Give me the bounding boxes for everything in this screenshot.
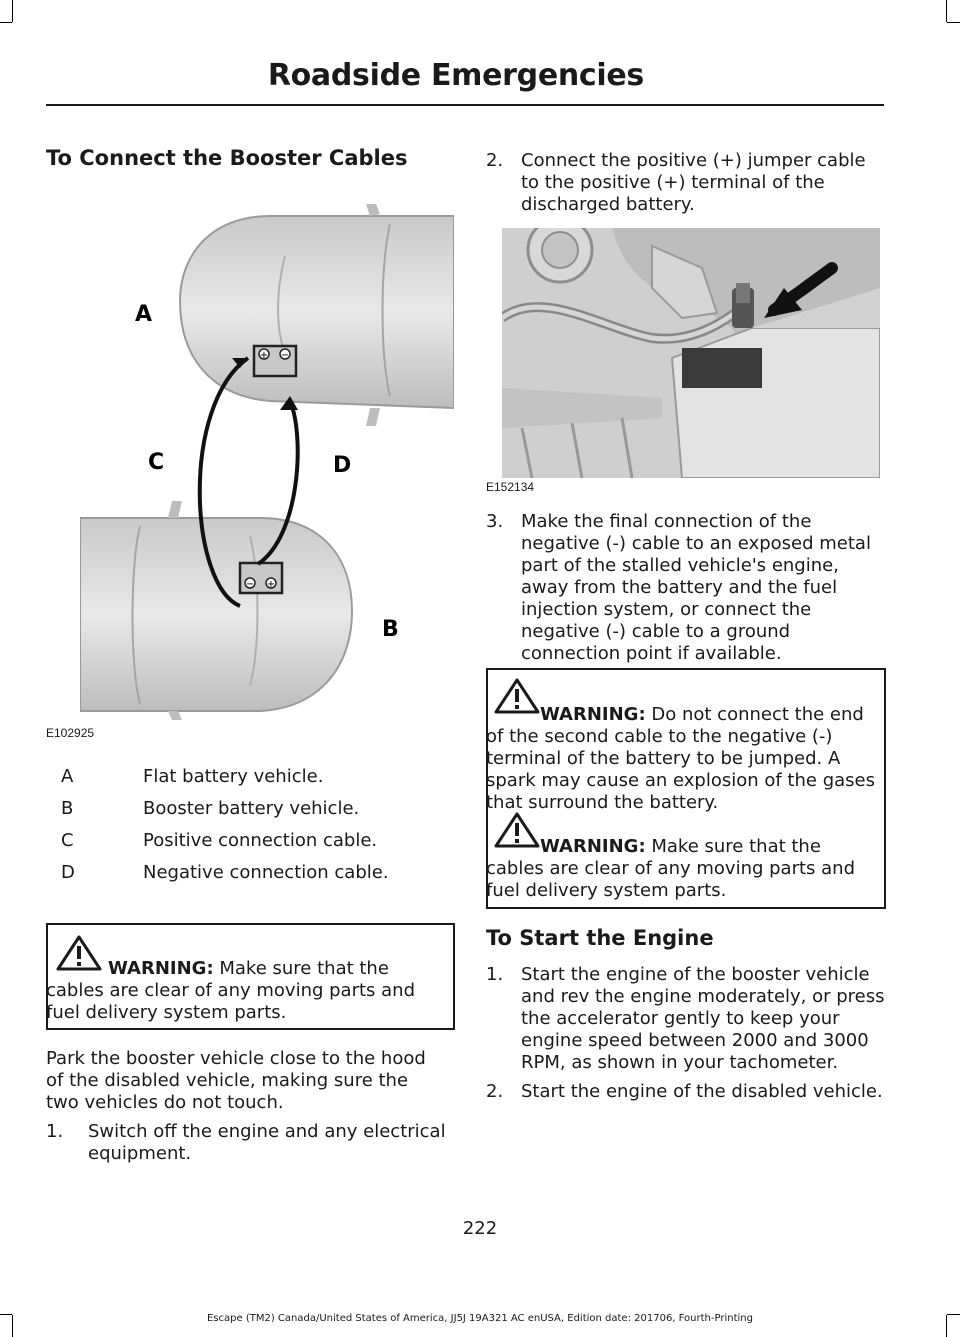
crop-mark [947,22,960,23]
crop-mark [0,22,12,23]
legend-key: D [61,862,75,883]
step-number: 1. [486,964,504,985]
start-engine-heading: To Start the Engine [486,926,714,950]
legend-key: A [61,766,74,787]
paragraph-line: two vehicles do not touch. [46,1092,284,1113]
warning-line: terminal of the battery to be jumped. A [486,748,841,769]
legend-text: Positive connection cable. [143,830,378,851]
warning-icon [494,678,540,714]
header-rule [46,104,884,106]
step-line: injection system, or connect the [521,599,812,620]
section-title: Roadside Emergencies [267,58,644,93]
warning-line: Do not connect the end [651,704,864,725]
step-line: Start the engine of the disabled vehicle. [521,1081,883,1102]
warning-text [540,836,821,858]
step-line: engine speed between 2000 and 3000 [521,1030,869,1051]
step-number: 1. [46,1121,64,1142]
svg-text:−: − [280,350,290,361]
step-line: the accelerator gently to keep your [521,1008,840,1029]
battery-icon [254,346,296,376]
legend-key: B [61,798,74,819]
step-number: 2. [486,150,504,171]
page-number: 222 [462,1218,498,1239]
step-line: equipment. [88,1143,192,1164]
step-number: 3. [486,511,504,532]
paragraph-line: Park the booster vehicle close to the hood [46,1048,426,1069]
step-line: part of the stalled vehicle's engine, [521,555,839,576]
step-line: negative (-) cable to a ground [521,621,791,642]
step-line: RPM, as shown in your tachometer. [521,1052,839,1073]
connect-cables-heading: To Connect the Booster Cables [46,146,408,170]
warning-text [108,958,389,980]
legend-text: Negative connection cable. [143,862,389,883]
figure-code: E152134 [486,480,535,494]
figure-code: E102925 [46,726,95,740]
step-line: Start the engine of the booster vehicle [521,964,870,985]
step-line: connection point if available. [521,643,782,664]
warning-label: WARNING: [540,704,646,725]
warning-line: spark may cause an explosion of the gases [486,770,875,791]
warning-line: cables are clear of any moving parts and [46,980,415,1001]
warning-line: Make sure that the [219,958,389,979]
warning-label: WARNING: [108,958,214,979]
warning-line: cables are clear of any moving parts and [486,858,855,879]
callout-b: B [382,617,399,642]
crop-mark [946,0,947,22]
step-line: to the positive (+) terminal of the [521,172,825,193]
step-line: Make the final connection of the [521,511,812,532]
callout-c: C [148,450,165,475]
warning-line: that surround the battery. [486,792,719,813]
warning-line: fuel delivery system parts. [46,1002,287,1023]
paragraph-line: of the disabled vehicle, making sure the [46,1070,409,1091]
battery-icon [240,563,282,593]
callout-d: D [333,453,352,478]
step-line: Switch off the engine and any electrical [88,1121,446,1142]
battery-terminal-photo [502,228,880,478]
step-line: Connect the positive (+) jumper cable [521,150,866,171]
warning-line: of the second cable to the negative (-) [486,726,833,747]
step-line: and rev the engine moderately, or press [521,986,885,1007]
step-number: 2. [486,1081,504,1102]
jump-start-diagram [80,196,454,720]
svg-text:−: − [245,579,255,590]
svg-text:+: + [259,350,269,361]
svg-text:+: + [266,579,276,590]
warning-icon [494,812,540,848]
warning-text [540,704,864,726]
warning-line: fuel delivery system parts. [486,880,727,901]
step-line: negative (-) cable to an exposed metal [521,533,871,554]
legend-text: Booster battery vehicle. [143,798,360,819]
cars-illustration [80,196,454,720]
callout-a: A [135,302,153,327]
footer-text: Escape (TM2) Canada/United States of America, JJ5J 19A321 AC enUSA, Edition date: 201706, Fourth-Printing [207,1313,753,1324]
warning-line: Make sure that the [651,836,821,857]
warning-label: WARNING: [540,836,646,857]
legend-text: Flat battery vehicle. [143,766,324,787]
warning-icon [56,935,102,971]
step-line: discharged battery. [521,194,695,215]
engine-bay-illustration [502,228,880,478]
crop-mark [12,0,13,22]
legend-key: C [61,830,74,851]
step-line: away from the battery and the fuel [521,577,838,598]
